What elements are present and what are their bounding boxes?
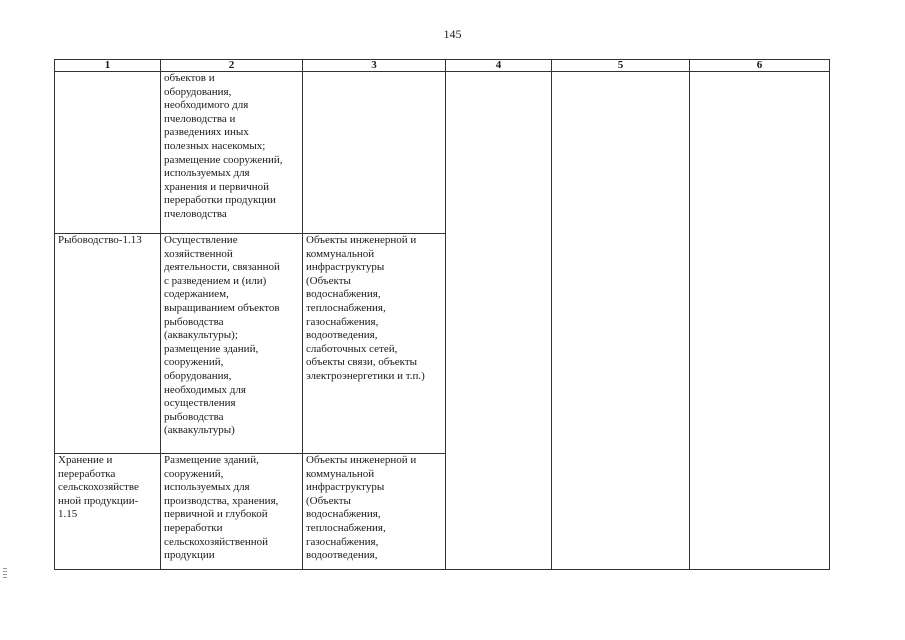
column-header-1: 1 xyxy=(55,60,161,72)
table-cell-use-type: Хранение и переработка сельскохозяйстве нной продукции- 1.15 xyxy=(55,454,161,570)
column-header-3: 3 xyxy=(303,60,446,72)
table-cell-use-type: Рыбоводство-1.13 xyxy=(55,234,161,454)
land-use-table xyxy=(54,59,830,570)
page-number: 145 xyxy=(443,27,462,41)
table-cell-col5 xyxy=(552,72,690,570)
table-cell-auxiliary-objects: Объекты инженерной и коммунальной инфраструктуры (Объекты водоснабжения, теплоснабжения, газоснабжения, водоотведения, слаботочных сетей, объекты связи, объекты электроэнергетики и т.п.) xyxy=(303,234,446,454)
column-header-6: 6 xyxy=(690,60,830,72)
table-cell-use-type xyxy=(55,72,161,234)
table-cell-use-description: Осуществление хозяйственной деятельности, связанной с разведением и (или) содержанием, выращиванием объектов рыбоводства (аквакультуры); размещение зданий, сооружений, оборудования, необходимых для осуществления рыбоводства (аквакультуры) xyxy=(161,234,303,454)
table-cell-use-description: объектов и оборудования, необходимого для пчеловодства и разведениях иных полезных насекомых; размещение сооружений, используемых для хранения и первичной переработки продукции пчеловодства xyxy=(161,72,303,234)
table-cell-auxiliary-objects: Объекты инженерной и коммунальной инфраструктуры (Объекты водоснабжения, теплоснабжения, газоснабжения, водоотведения, xyxy=(303,454,446,570)
column-header-5: 5 xyxy=(552,60,690,72)
table-cell-auxiliary-objects xyxy=(303,72,446,234)
header-row xyxy=(55,60,830,72)
table-body xyxy=(55,72,830,570)
column-header-4: 4 xyxy=(446,60,552,72)
scan-edge-mark xyxy=(3,568,7,580)
table-cell-use-description: Размещение зданий, сооружений, используемых для производства, хранения, первичной и глубокой переработки сельскохозяйственной продукции xyxy=(161,454,303,570)
table-cell-col4 xyxy=(446,72,552,570)
table-header xyxy=(55,60,830,72)
column-header-2: 2 xyxy=(161,60,303,72)
table-cell-col6 xyxy=(690,72,830,570)
table-row xyxy=(55,72,830,234)
